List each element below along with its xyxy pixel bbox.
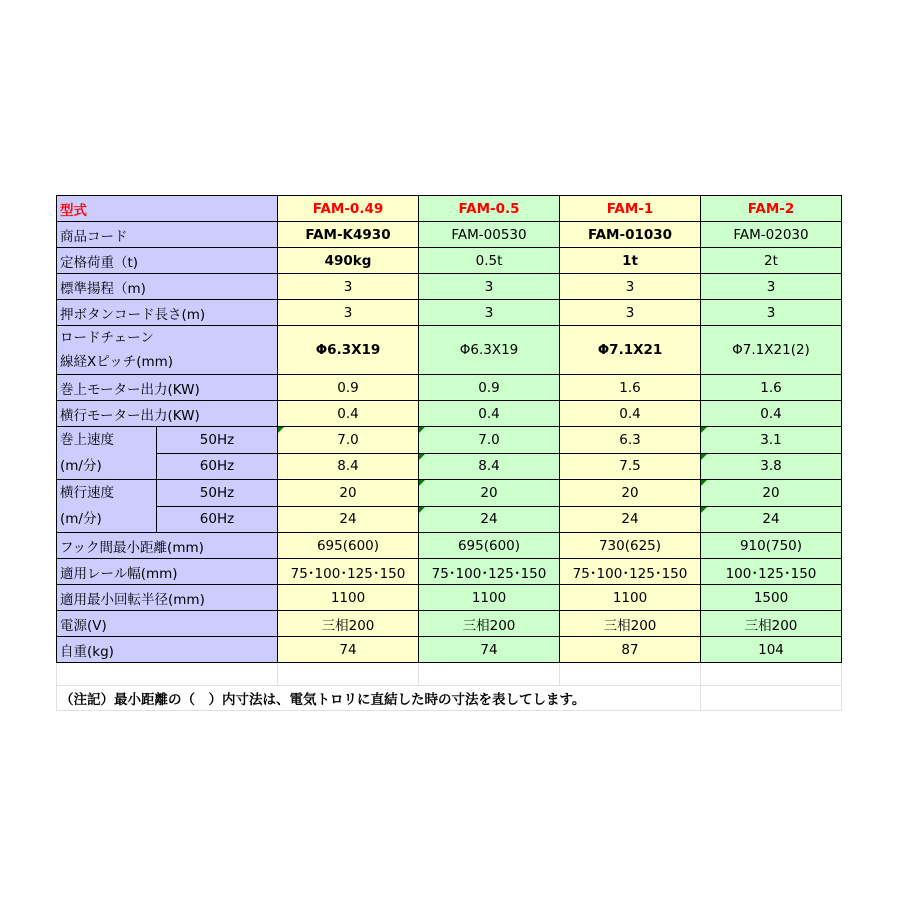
model-fam-2[interactable]: FAM-2 <box>701 196 842 222</box>
cell[interactable]: 2t <box>701 248 842 274</box>
footnote[interactable]: （注記）最小距離の（ ）内寸法は、電気トロリに直結した時の寸法を表してします。 <box>57 686 701 711</box>
cell[interactable]: 910(750) <box>701 533 842 559</box>
row-rail-width <box>57 559 842 585</box>
row-label[interactable]: 巻上モーター出力(KW) <box>57 375 278 401</box>
cell[interactable]: 3 <box>419 300 560 326</box>
cell[interactable]: Φ7.1X21(2) <box>701 326 842 375</box>
row-turn-radius <box>57 585 842 611</box>
cell[interactable]: 3 <box>278 300 419 326</box>
cell[interactable]: 0.4 <box>701 401 842 427</box>
cell[interactable]: 8.4 <box>419 453 560 480</box>
cell[interactable]: 3 <box>560 300 701 326</box>
model-fam-0-49[interactable]: FAM-0.49 <box>278 196 419 222</box>
cell[interactable]: 75･100･125･150 <box>560 559 701 585</box>
cell[interactable]: FAM-02030 <box>701 222 842 248</box>
empty-cell[interactable] <box>278 663 419 686</box>
row-label[interactable]: 横行モーター出力(KW) <box>57 401 278 427</box>
row-label[interactable]: 電源(V) <box>57 611 278 637</box>
cell[interactable]: 75･100･125･150 <box>419 559 560 585</box>
cell[interactable]: 8.4 <box>278 453 419 480</box>
label-line: (m/分) <box>60 511 102 527</box>
row-rated-load <box>57 248 842 274</box>
row-label[interactable]: 標準揚程（m) <box>57 274 278 300</box>
row-traverse-motor <box>57 401 842 427</box>
label-line: 線経Xピッチ(mm) <box>60 354 174 370</box>
cell[interactable]: 0.4 <box>560 401 701 427</box>
cell[interactable]: 1t <box>560 248 701 274</box>
cell[interactable]: Φ6.3X19 <box>419 326 560 375</box>
cell[interactable]: 1500 <box>701 585 842 611</box>
cell[interactable]: 3.8 <box>701 453 842 480</box>
row-label[interactable]: 押ボタンコード長さ(m) <box>57 300 278 326</box>
row-hoist-speed-60 <box>57 453 842 480</box>
cell[interactable]: 20 <box>560 480 701 507</box>
cell[interactable]: FAM-00530 <box>419 222 560 248</box>
cell[interactable]: 20 <box>278 480 419 507</box>
empty-cell[interactable] <box>57 663 278 686</box>
cell[interactable]: 24 <box>278 506 419 533</box>
cell[interactable]: 3.1 <box>701 427 842 454</box>
label-line: 横行速度 <box>60 485 114 501</box>
header-label[interactable]: 型式 <box>57 196 278 222</box>
row-hoist-speed-50 <box>57 427 842 454</box>
header-row <box>57 196 842 222</box>
row-chain <box>57 326 842 375</box>
cell[interactable]: 695(600) <box>278 533 419 559</box>
cell[interactable]: 7.0 <box>278 427 419 454</box>
blank-row <box>57 663 842 686</box>
empty-cell[interactable] <box>701 686 842 711</box>
cell[interactable]: 7.0 <box>419 427 560 454</box>
label-line: 巻上速度 <box>60 432 114 448</box>
label-line: ロードチェーン <box>60 330 154 346</box>
cell[interactable]: 三相200 <box>278 611 419 637</box>
cell[interactable]: 3 <box>419 274 560 300</box>
cell[interactable]: 87 <box>560 637 701 663</box>
freq-label[interactable]: 50Hz <box>157 427 278 454</box>
cell[interactable]: 0.4 <box>419 401 560 427</box>
label-line: (m/分) <box>60 458 102 474</box>
cell[interactable]: 20 <box>419 480 560 507</box>
spec-sheet <box>56 195 842 711</box>
cell[interactable]: 0.5t <box>419 248 560 274</box>
row-cord <box>57 300 842 326</box>
row-label[interactable] <box>57 427 157 480</box>
row-weight <box>57 637 842 663</box>
freq-label[interactable]: 60Hz <box>157 506 278 533</box>
cell[interactable]: 1100 <box>560 585 701 611</box>
note-row <box>57 686 842 711</box>
row-label[interactable]: 定格荷重（t) <box>57 248 278 274</box>
row-lift <box>57 274 842 300</box>
row-label[interactable]: フック間最小距離(mm) <box>57 533 278 559</box>
row-label[interactable]: 適用レール幅(mm) <box>57 559 278 585</box>
cell[interactable]: 3 <box>560 274 701 300</box>
cell[interactable]: 6.3 <box>560 427 701 454</box>
cell[interactable]: Φ7.1X21 <box>560 326 701 375</box>
cell[interactable]: 3 <box>701 300 842 326</box>
row-power <box>57 611 842 637</box>
model-fam-0-5[interactable]: FAM-0.5 <box>419 196 560 222</box>
empty-cell[interactable] <box>419 663 560 686</box>
cell[interactable]: 3 <box>701 274 842 300</box>
cell[interactable]: 1100 <box>419 585 560 611</box>
cell[interactable]: 24 <box>419 506 560 533</box>
freq-label[interactable]: 60Hz <box>157 453 278 480</box>
cell[interactable]: 20 <box>701 480 842 507</box>
row-label[interactable]: 適用最小回転半径(mm) <box>57 585 278 611</box>
cell[interactable]: 3 <box>278 274 419 300</box>
row-traverse-speed-50 <box>57 480 842 507</box>
row-label[interactable]: 商品コード <box>57 222 278 248</box>
cell[interactable]: 0.9 <box>278 375 419 401</box>
cell[interactable]: 三相200 <box>419 611 560 637</box>
model-fam-1[interactable]: FAM-1 <box>560 196 701 222</box>
cell[interactable]: 74 <box>278 637 419 663</box>
empty-cell[interactable] <box>701 663 842 686</box>
cell[interactable]: 三相200 <box>701 611 842 637</box>
cell[interactable]: 0.9 <box>419 375 560 401</box>
cell[interactable]: 730(625) <box>560 533 701 559</box>
spec-table <box>56 195 842 711</box>
cell[interactable]: 104 <box>701 637 842 663</box>
cell[interactable]: Φ6.3X19 <box>278 326 419 375</box>
row-hook-distance <box>57 533 842 559</box>
cell[interactable]: 100･125･150 <box>701 559 842 585</box>
row-label[interactable]: 自重(kg) <box>57 637 278 663</box>
cell[interactable]: 1.6 <box>701 375 842 401</box>
cell[interactable]: 75･100･125･150 <box>278 559 419 585</box>
cell[interactable]: 695(600) <box>419 533 560 559</box>
cell[interactable]: 0.4 <box>278 401 419 427</box>
empty-cell[interactable] <box>560 663 701 686</box>
cell[interactable]: FAM-K4930 <box>278 222 419 248</box>
cell[interactable]: 三相200 <box>560 611 701 637</box>
cell[interactable]: 490kg <box>278 248 419 274</box>
cell[interactable]: FAM-01030 <box>560 222 701 248</box>
row-hoist-motor <box>57 375 842 401</box>
cell[interactable]: 74 <box>419 637 560 663</box>
row-label[interactable] <box>57 326 278 375</box>
freq-label[interactable]: 50Hz <box>157 480 278 507</box>
row-traverse-speed-60 <box>57 506 842 533</box>
row-label[interactable] <box>57 480 157 533</box>
cell[interactable]: 1100 <box>278 585 419 611</box>
cell[interactable]: 24 <box>560 506 701 533</box>
cell[interactable]: 1.6 <box>560 375 701 401</box>
row-product-code <box>57 222 842 248</box>
cell[interactable]: 7.5 <box>560 453 701 480</box>
cell[interactable]: 24 <box>701 506 842 533</box>
